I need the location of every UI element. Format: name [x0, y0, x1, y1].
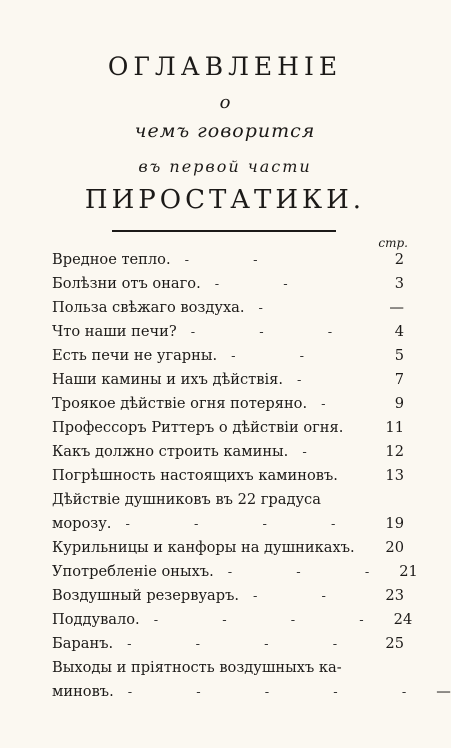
- toc-entry: [52, 368, 404, 392]
- toc-entry-label: Профессоръ Риттеръ о дѣйствiи огня.: [52, 419, 344, 436]
- toc-entry: [52, 272, 404, 296]
- toc-entry: [52, 608, 413, 632]
- toc-entry-label: Погрѣшность настоящихъ каминовъ.: [52, 467, 338, 484]
- toc-entry-page: 2: [394, 251, 404, 268]
- toc-entry-label: Болѣзни отъ онаго.: [52, 275, 201, 292]
- title-divider: [112, 230, 336, 232]
- toc-entry: [52, 656, 451, 704]
- toc-entry-leader: - - -: [190, 325, 363, 340]
- toc-entry-leader: - - -: [227, 565, 400, 580]
- toc-entry-label: Баранъ.: [52, 635, 114, 652]
- toc-entry-page: 25: [385, 635, 404, 652]
- page-column-label: стр.: [378, 236, 408, 250]
- toc-entry-page: 24: [393, 611, 413, 628]
- toc-entry-page: 11: [385, 419, 404, 436]
- toc-entry: [52, 416, 404, 440]
- toc-entry-label: Вредное тепло.: [52, 251, 171, 268]
- toc-entry-page: —: [436, 683, 451, 700]
- toc-entry-page: 19: [385, 515, 404, 532]
- toc-entry-page: 20: [385, 539, 404, 556]
- toc-entry-label: Курильницы и канфоры на душникахъ.: [52, 539, 355, 556]
- toc-entry-label: Что наши печи?: [52, 323, 177, 340]
- toc-entry-leader: - - - - -: [127, 685, 437, 700]
- toc-entry-leader: - -: [214, 277, 318, 292]
- toc-entry: [52, 296, 404, 320]
- toc-entry: [52, 392, 404, 416]
- toc-entry-label: Воздушный резервуаръ.: [52, 587, 240, 604]
- toc-entry-page: 5: [394, 347, 404, 364]
- toc-entry: [52, 464, 404, 488]
- toc-entry-label: Польза свѣжаго воздуха.: [52, 299, 245, 316]
- toc-entry-leader: - -: [253, 589, 356, 604]
- toc-entry-label: Есть печи не угарны.: [52, 347, 218, 364]
- toc-entry-label: Троякое дѣйствiе огня потеряно.: [52, 395, 308, 412]
- toc-entry-label: Поддувало.: [52, 611, 140, 628]
- toc-entry-leader: - -: [184, 253, 288, 268]
- page-title: ОГЛАВЛЕНIЕ: [107, 52, 343, 81]
- toc-entry: [52, 344, 404, 368]
- toc-entry-label: Выходы и прiятность воздушныхъ ка-: [52, 659, 342, 676]
- toc-entry-label: Наши камины и ихъ дѣйствiя.: [52, 371, 283, 388]
- toc-entry-label: Какъ должно строить камины.: [52, 443, 289, 460]
- toc-entry-leader: -: [296, 373, 332, 388]
- toc-entry-page: 21: [399, 563, 418, 580]
- toc-entry-leader: -: [321, 397, 356, 412]
- toc-entry-page: 3: [394, 275, 404, 292]
- title-line-o: о: [219, 92, 231, 113]
- toc-entry: [52, 584, 404, 608]
- title-line-chem: чемъ говорится: [134, 120, 316, 142]
- toc-entry: [52, 440, 404, 464]
- title-line-part: въ первой части: [138, 157, 312, 176]
- toc-entry: [52, 320, 404, 344]
- book-title: ПИРОСТАТИКИ.: [84, 185, 366, 215]
- toc-entry-leader: - -: [231, 349, 335, 364]
- toc-entry-label-continued: морозу.: [52, 515, 112, 532]
- toc-entry-leader: - - - -: [153, 613, 394, 628]
- toc-entry: [52, 536, 404, 560]
- toc-entry-label-continued: миновъ.: [52, 683, 114, 700]
- toc-entry: [52, 560, 418, 584]
- toc-entry-leader: - - - -: [127, 637, 368, 652]
- toc-entry-page: 23: [385, 587, 404, 604]
- table-of-contents: [52, 248, 451, 704]
- toc-entry-page: 7: [394, 371, 404, 388]
- toc-entry: [52, 248, 404, 272]
- toc-entry-page: 12: [385, 443, 404, 460]
- toc-entry: [52, 488, 404, 536]
- toc-entry-page: 13: [385, 467, 404, 484]
- toc-entry-page: —: [389, 299, 404, 316]
- toc-entry-label: Употребленiе оныхъ.: [52, 563, 214, 580]
- toc-entry-leader: -: [258, 301, 293, 316]
- toc-entry-leader: -: [302, 445, 337, 460]
- toc-entry-label: Дѣйствiе душниковъ въ 22 градуса: [52, 491, 321, 508]
- toc-entry: [52, 632, 404, 656]
- toc-entry-leader: - - - -: [125, 517, 366, 532]
- toc-entry-page: 9: [394, 395, 404, 412]
- toc-entry-page: 4: [394, 323, 404, 340]
